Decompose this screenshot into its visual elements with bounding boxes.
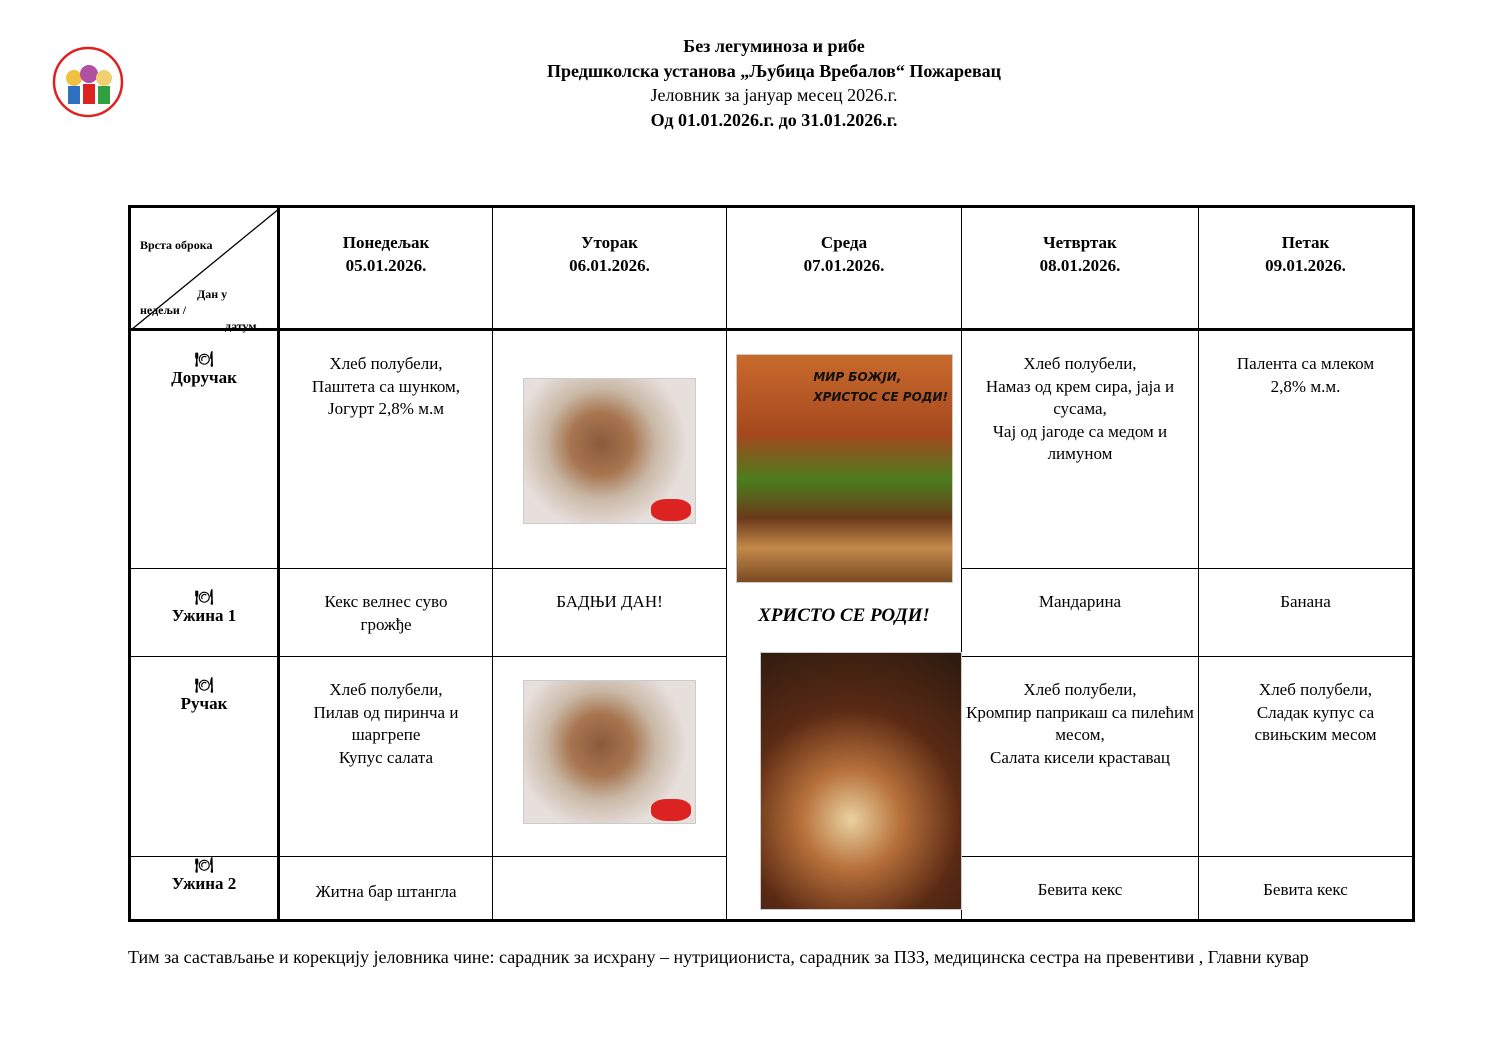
institution-name: Предшколска установа „Љубица Вребалов“ Пожаревац <box>546 60 1002 81</box>
meal-breakfast: 🍽 Доручак <box>130 330 279 569</box>
corner-week: недељи / <box>140 303 187 317</box>
menu-fri-snack2: Бевита кекс <box>1199 857 1414 921</box>
menu-fri-breakfast: Палента са млеком 2,8% м.м. <box>1199 330 1414 569</box>
corner-date: датум <box>225 319 257 333</box>
menu-thu-snack1: Мандарина <box>962 569 1199 657</box>
menu-tue-snack2 <box>493 857 727 921</box>
menu-mon-lunch: Хлеб полубели, Пилав од пиринча и шаргрепе Купус салата <box>279 657 493 857</box>
meal-snack-2: 🍽 Ужина 2 <box>130 857 279 921</box>
menu-title: Јеловник за јануар месец 2026.г. <box>650 85 898 105</box>
menu-thu-breakfast: Хлеб полубели, Намаз од крем сира, јаја и сусама, Чај од јагоде са медом и лимуном <box>962 330 1199 569</box>
menu-wed-holiday <box>727 330 962 921</box>
document-header <box>300 34 1248 132</box>
corner-cell <box>130 207 279 333</box>
day-header-monday: Понедељак 05.01.2026. <box>279 207 493 330</box>
nativity-image <box>760 652 962 910</box>
menu-fri-snack1: Банана <box>1199 569 1414 657</box>
corner-day: Дан у <box>197 287 228 301</box>
plate-cutlery-icon: 🍽 <box>194 352 214 368</box>
footer-note: Тим за састављање и корекцију јеловника чине: сарадник за исхрану – нутрициониста, сарадник за ПЗЗ, медицинска сестра на превентиви , Главни кувар <box>128 947 1309 967</box>
menu-thu-lunch: Хлеб полубели, Кромпир паприкаш са пилећим месом, Салата кисели краставац <box>962 657 1199 857</box>
menu-tue-lunch <box>493 657 727 857</box>
menu-thu-snack2: Бевита кекс <box>962 857 1199 921</box>
day-header-friday: Петак 09.01.2026. <box>1199 207 1414 330</box>
menu-table <box>128 205 1415 922</box>
menu-mon-snack1: Кекс велнес суво грожђе <box>279 569 493 657</box>
plate-cutlery-icon: 🍽 <box>194 590 214 606</box>
day-header-wednesday: Среда 07.01.2026. <box>727 207 962 330</box>
wheat-leaves-image <box>523 378 696 524</box>
day-header-thursday: Четвртак 08.01.2026. <box>962 207 1199 330</box>
day-header-tuesday: Уторак 06.01.2026. <box>493 207 727 330</box>
header-line-1: Без легуминоза и рибе <box>683 36 865 56</box>
wheat-leaves-image <box>523 680 696 824</box>
menu-fri-lunch: Хлеб полубели, Сладак купус са свињским месом <box>1199 657 1414 857</box>
menu-mon-snack2: Житна бар штангла <box>279 857 493 921</box>
meal-lunch: 🍽 Ручак <box>130 657 279 857</box>
corner-meal-type: Врста оброка <box>140 238 213 252</box>
menu-tue-snack1: БАДЊИ ДАН! <box>493 569 727 657</box>
date-range: Од 01.01.2026.г. до 31.01.2026.г. <box>650 109 898 130</box>
kindergarten-logo <box>34 44 142 126</box>
plate-cutlery-icon: 🍽 <box>194 678 214 694</box>
menu-mon-breakfast: Хлеб полубели, Паштета са шунком, Јогурт 2,8% м.м <box>279 330 493 569</box>
holiday-caption: ХРИСТО СЕ РОДИ! <box>758 605 930 626</box>
christmas-candle-image: МИР БОЖЈИ, ХРИСТОС СЕ РОДИ! <box>736 354 953 583</box>
menu-tue-breakfast <box>493 330 727 569</box>
plate-cutlery-icon: 🍽 <box>194 858 214 874</box>
meal-snack-1: 🍽 Ужина 1 <box>130 569 279 657</box>
